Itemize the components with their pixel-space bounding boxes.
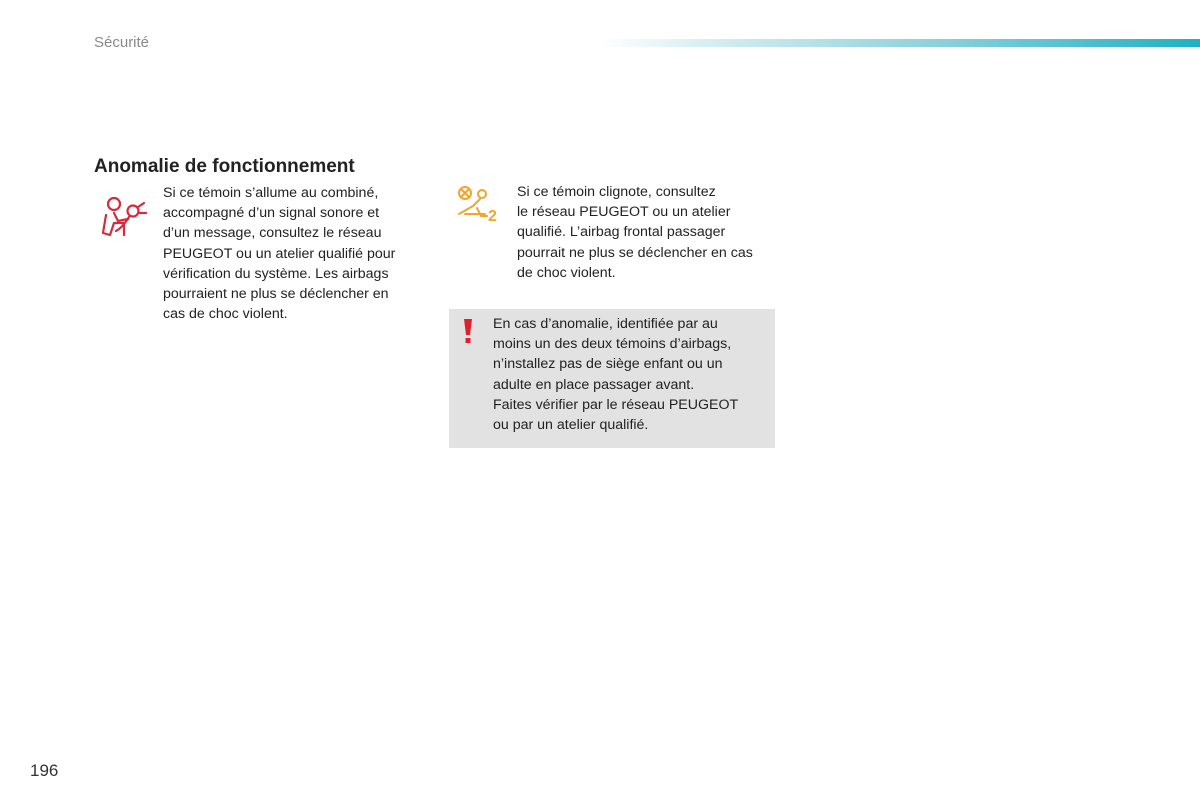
warning-text	[493, 314, 765, 435]
text-line: n’installez pas de siège enfant ou un	[493, 356, 723, 373]
text-line: cas de choc violent.	[163, 306, 288, 323]
svg-text:2: 2	[488, 208, 497, 224]
text-line: Faites vérifier par le réseau PEUGEOT	[493, 396, 739, 413]
exclamation-icon	[462, 318, 474, 344]
text-line: Si ce témoin clignote, consultez	[517, 184, 716, 200]
text-line: pourraient ne plus se déclencher en	[163, 286, 389, 303]
text-line: Si ce témoin s’allume au combiné,	[163, 185, 379, 201]
section-title: Anomalie de fonctionnement	[94, 156, 355, 177]
text-line: En cas d’anomalie, identifiée par au	[493, 316, 718, 332]
page-number: 196	[30, 761, 59, 780]
text-line: qualifié. L’airbag frontal passager	[517, 224, 726, 241]
text-line: le réseau PEUGEOT ou un atelier	[517, 204, 731, 221]
text-line: vérification du système. Les airbags	[163, 265, 389, 282]
text-line: moins un des deux témoins d’airbags,	[493, 336, 732, 353]
text-line: d’un message, consultez le réseau	[163, 225, 382, 242]
airbag-warning-red-icon	[100, 195, 148, 239]
passenger-airbag-orange-icon	[455, 184, 501, 224]
text-line: ou par un atelier qualifié.	[493, 417, 649, 434]
text-line: pourrait ne plus se déclencher en cas	[517, 244, 753, 261]
section-header: Sécurité	[94, 34, 150, 51]
header-accent-bar	[600, 39, 1200, 47]
text-line: de choc violent.	[517, 264, 616, 281]
text-line: adulte en place passager avant.	[493, 376, 695, 393]
text-line: accompagné d’un signal sonore et	[163, 205, 380, 222]
passenger-airbag-description	[517, 182, 779, 283]
text-line: PEUGEOT ou un atelier qualifié pour	[163, 245, 396, 262]
airbag-fault-description	[163, 183, 423, 324]
